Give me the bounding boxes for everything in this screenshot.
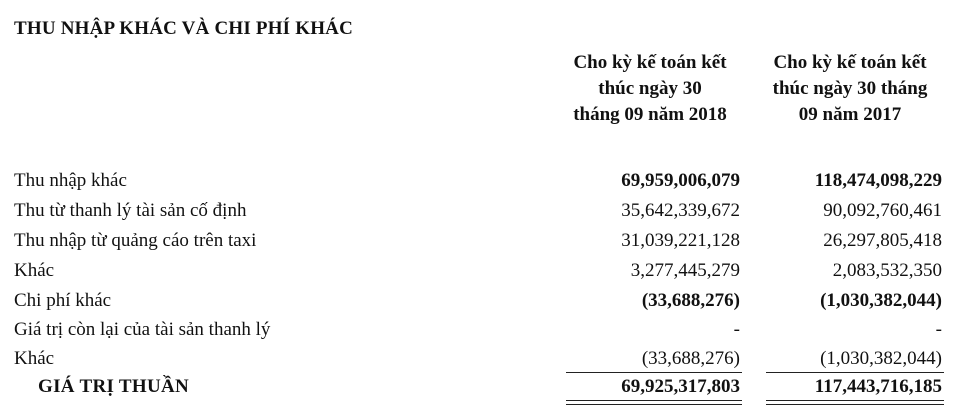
row-label: Chi phí khác — [14, 290, 112, 311]
column-header-line: tháng 09 năm 2018 — [573, 104, 727, 125]
value-2018: 31,039,221,128 — [621, 230, 740, 251]
value-2018: (33,688,276) — [641, 348, 740, 369]
column-header-line: thúc ngày 30 tháng — [772, 78, 928, 99]
value-2017: - — [935, 319, 942, 340]
total-double-rule-2017 — [766, 400, 944, 405]
value-2018: 69,959,006,079 — [621, 170, 740, 191]
row-label: Khác — [14, 348, 55, 369]
value-2017: 2,083,532,350 — [832, 260, 942, 281]
column-header-line: 09 năm 2017 — [798, 104, 902, 125]
value-2017: 118,474,098,229 — [814, 170, 942, 191]
table-row-residual-value — [0, 319, 960, 347]
row-label: Giá trị còn lại của tài sản thanh lý — [14, 319, 271, 340]
column-header-2018 — [560, 50, 740, 128]
value-2018: 35,642,339,672 — [621, 200, 740, 221]
column-header-2017 — [760, 50, 940, 128]
table-row-other-income — [0, 170, 960, 198]
table-row-taxi-ads — [0, 230, 960, 258]
column-header-line: Cho kỳ kế toán kết — [573, 52, 727, 73]
row-label: Thu nhập từ quảng cáo trên taxi — [14, 230, 257, 251]
value-2017: (1,030,382,044) — [820, 290, 942, 311]
value-2018: 69,925,317,803 — [621, 376, 740, 397]
value-2017: 117,443,716,185 — [814, 376, 942, 397]
row-label: Thu nhập khác — [14, 170, 127, 191]
table-row-other-expenses — [0, 290, 960, 318]
column-header-line: Cho kỳ kế toán kết — [773, 52, 927, 73]
table-row-asset-disposal — [0, 200, 960, 228]
row-label: Khác — [14, 260, 55, 281]
value-2017: 26,297,805,418 — [823, 230, 942, 251]
value-2018: 3,277,445,279 — [630, 260, 740, 281]
row-label: Thu từ thanh lý tài sản cố định — [14, 200, 247, 221]
row-label: GIÁ TRỊ THUẦN — [38, 376, 190, 397]
table-row-other-1 — [0, 260, 960, 288]
column-header-line: thúc ngày 30 — [598, 78, 702, 99]
section-title: THU NHẬP KHÁC VÀ CHI PHÍ KHÁC — [14, 18, 354, 39]
value-2017: 90,092,760,461 — [823, 200, 942, 221]
subtotal-rule-2017 — [766, 372, 944, 373]
value-2017: (1,030,382,044) — [820, 348, 942, 369]
value-2018: (33,688,276) — [641, 290, 740, 311]
subtotal-rule-2018 — [566, 372, 742, 373]
value-2018: - — [733, 319, 740, 340]
total-double-rule-2018 — [566, 400, 742, 405]
